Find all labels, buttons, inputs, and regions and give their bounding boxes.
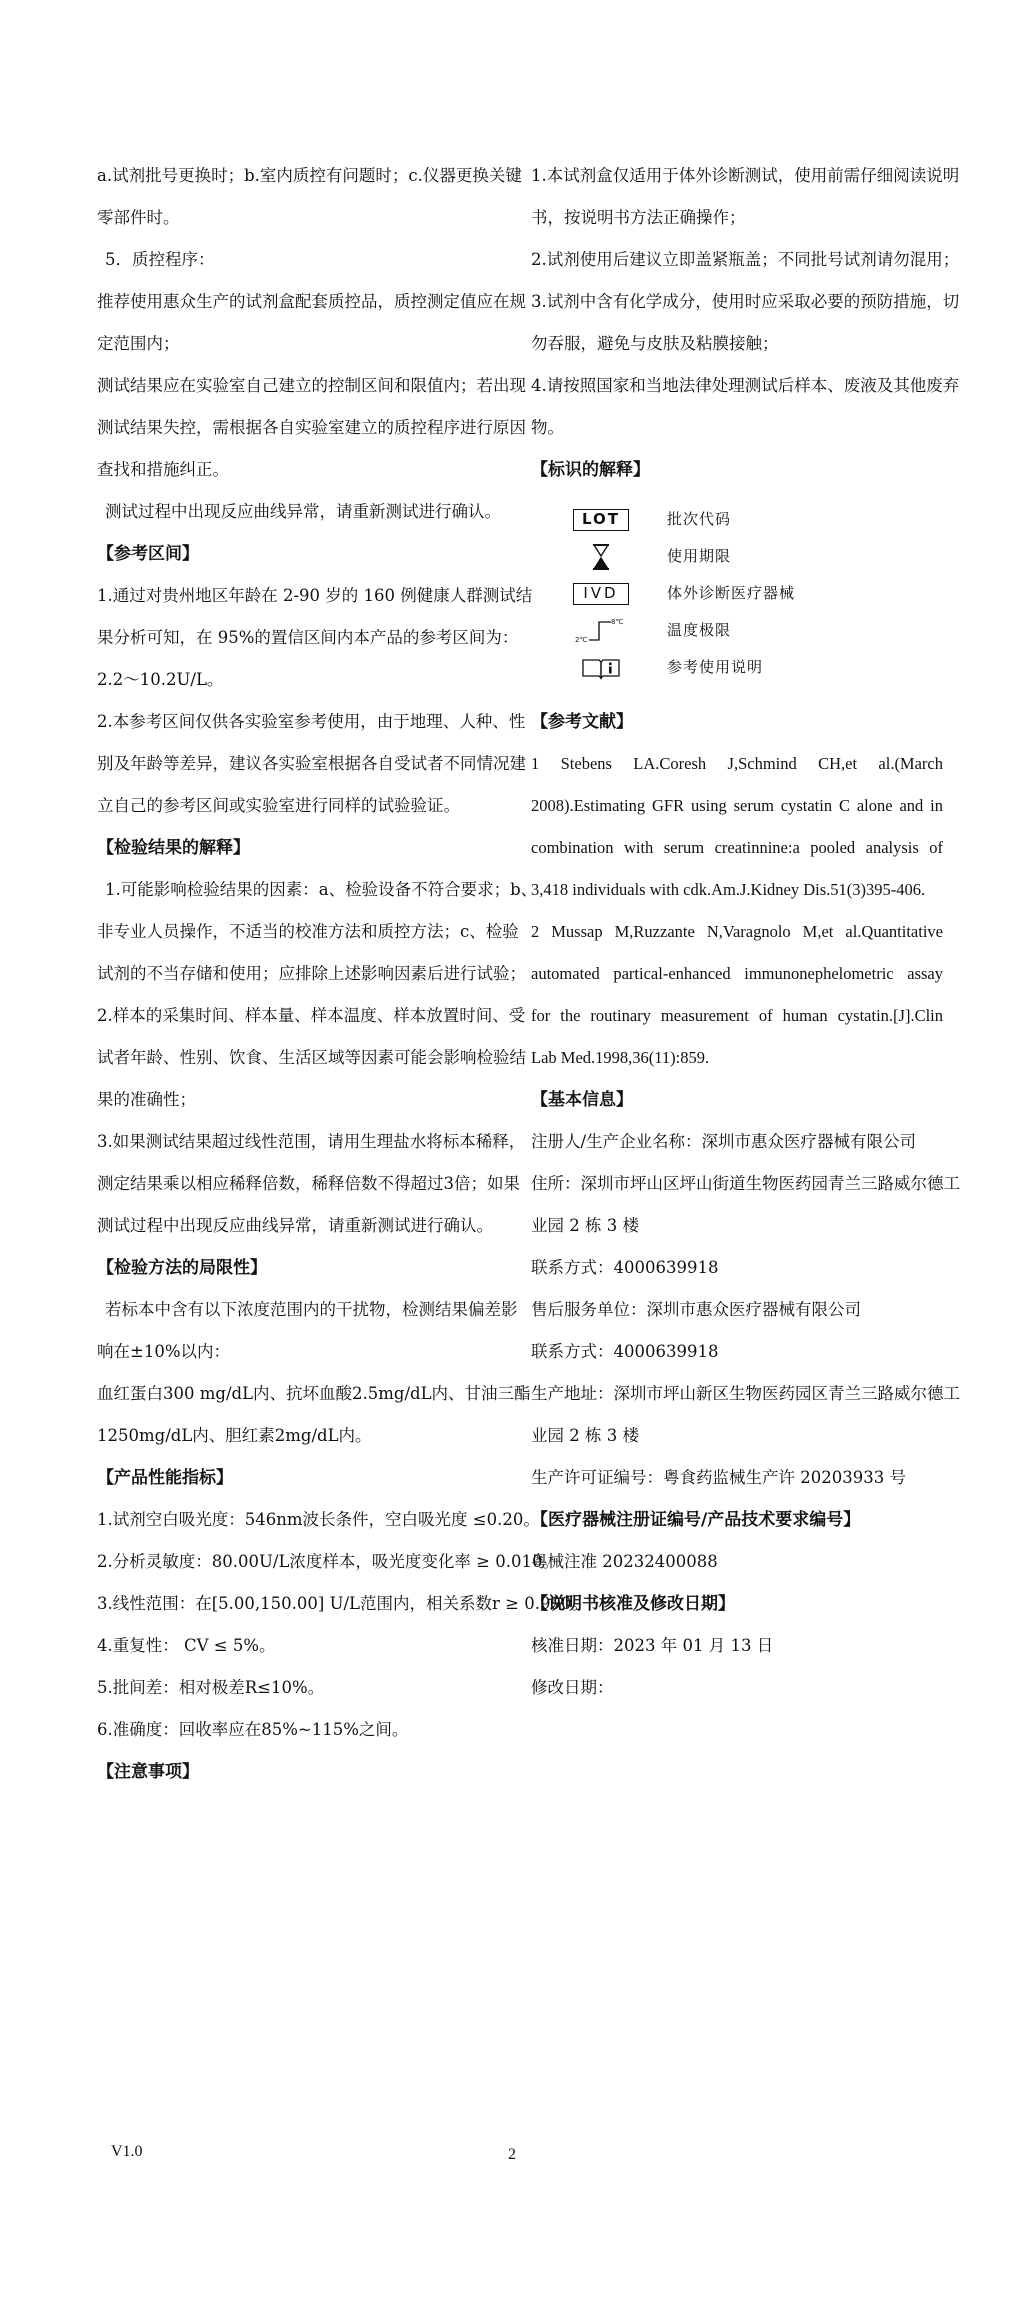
reference-range-line-2: 果分析可知，在 95%的置信区间内本产品的参考区间为： — [97, 628, 519, 647]
performance-line-2: 2.分析灵敏度：80.00U/L浓度样本，吸光度变化率 ≥ 0.010。 — [97, 1552, 559, 1571]
section-heading-symbols: 【标识的解释】 — [531, 460, 650, 480]
precaution-line-3: 2.试剂使用后建议立即盖紧瓶盖；不同批号试剂请勿混用； — [531, 250, 960, 269]
basic-info-address-line-1: 住所：深圳市坪山区坪山街道生物医药园青兰三路威尔德工 — [531, 1174, 960, 1193]
symbol-row-instructions — [571, 649, 943, 686]
precaution-line-1: 1.本试剂盒仅适用于体外诊断测试，使用前需仔细阅读说明 — [531, 166, 960, 185]
reference-list — [531, 743, 943, 1079]
reference-1-line-4: 3,418 individuals with cdk.Am.J.Kidney Dis.51(3)395-406. — [531, 880, 926, 899]
symbol-row-expiry — [571, 538, 943, 575]
symbol-label-temperature: 温度极限 — [667, 621, 732, 639]
section-heading-reference-range: 【参考区间】 — [97, 544, 199, 564]
right-column — [531, 155, 960, 1709]
thermometer-icon — [571, 618, 631, 644]
precaution-line-5: 勿吞服，避免与皮肤及粘膜接触； — [531, 334, 779, 353]
symbol-label-lot: 批次代码 — [667, 510, 732, 528]
section-heading-registration: 【医疗器械注册证编号/产品技术要求编号】 — [531, 1510, 861, 1530]
lot-icon: LOT — [571, 507, 631, 533]
interpretation-line-7: 3.如果测试结果超过线性范围，请用生理盐水将标本稀释， — [97, 1132, 526, 1151]
symbol-legend — [571, 501, 943, 691]
performance-line-4: 4.重复性： CV ≤ 5%。 — [97, 1636, 276, 1655]
page-number: 2 — [508, 2146, 516, 2163]
qc-trigger-line-1: a.试剂批号更换时；b.室内质控有问题时；c.仪器更换关键 — [97, 166, 522, 185]
interpretation-line-2: 非专业人员操作，不适当的校准方法和质控方法；c、检验 — [97, 922, 519, 941]
symbol-label-expiry: 使用期限 — [667, 547, 732, 565]
section-heading-approval-dates: 【说明书核准及修改日期】 — [531, 1594, 735, 1614]
symbol-row-lot — [571, 501, 943, 538]
precaution-line-4: 3.试剂中含有化学成分，使用时应采取必要的预防措施，切 — [531, 292, 960, 311]
section-heading-precautions: 【注意事项】 — [97, 1762, 199, 1782]
symbol-row-ivd — [571, 575, 943, 612]
basic-info-license-number: 生产许可证编号：粤食药监械生产许 20203933 号 — [531, 1468, 906, 1487]
limitation-line-1: 若标本中含有以下浓度范围内的干扰物，检测结果偏差影 — [105, 1300, 518, 1319]
interpretation-line-4: 2.样本的采集时间、样本量、样本温度、样本放置时间、受 — [97, 1006, 526, 1025]
symbol-label-ivd: 体外诊断医疗器械 — [667, 584, 796, 602]
reference-2-line-4: Lab Med.1998,36(11):859. — [531, 1048, 710, 1067]
section-heading-result-interpretation: 【检验结果的解释】 — [97, 838, 250, 858]
section-heading-references: 【参考文献】 — [531, 712, 633, 732]
performance-line-1: 1.试剂空白吸光度：546nm波长条件，空白吸光度 ≤0.20。 — [97, 1510, 540, 1529]
precaution-line-6: 4.请按照国家和当地法律处理测试后样本、废液及其他废弃 — [531, 376, 960, 395]
svg-text:8℃: 8℃ — [611, 617, 624, 626]
reference-range-line-6: 立自己的参考区间或实验室进行同样的试验验证。 — [97, 796, 460, 815]
book-icon — [571, 655, 631, 681]
basic-info-production-address-line-1: 生产地址：深圳市坪山新区生物医药园区青兰三路威尔德工 — [531, 1384, 960, 1403]
registration-number: 粤械注准 20232400088 — [531, 1552, 718, 1571]
reference-1-line-3: combination with serum creatinnine:a pooled analysis of — [531, 838, 943, 857]
reference-range-line-1: 1.通过对贵州地区年龄在 2-90 岁的 160 例健康人群测试结 — [97, 586, 533, 605]
interpretation-line-3: 试剂的不当存储和使用；应排除上述影响因素后进行试验； — [97, 964, 526, 983]
reference-2-line-3: for the routinary measurement of human cystatin.[J].Clin — [531, 1006, 943, 1025]
interpretation-line-9: 测试过程中出现反应曲线异常，请重新测试进行确认。 — [97, 1216, 493, 1235]
svg-text:2℃: 2℃ — [575, 635, 588, 644]
basic-info-production-address-line-2: 业园 2 栋 3 楼 — [531, 1426, 639, 1445]
section-heading-performance: 【产品性能指标】 — [97, 1468, 233, 1488]
limitation-line-2: 响在±10%以内： — [97, 1342, 230, 1361]
interpretation-line-1: 1.可能影响检验结果的因素：a、检验设备不符合要求；b、 — [105, 880, 538, 899]
section-heading-method-limitations: 【检验方法的局限性】 — [97, 1258, 267, 1278]
qc-procedure-line-5: 查找和措施纠正。 — [97, 460, 229, 479]
interpretation-line-5: 试者年龄、性别、饮食、生活区域等因素可能会影响检验结 — [97, 1048, 526, 1067]
interpretation-line-8: 测定结果乘以相应稀释倍数，稀释倍数不得超过3倍；如果 — [97, 1174, 520, 1193]
qc-procedure-line-1: 推荐使用惠众生产的试剂盒配套质控品，质控测定值应在规 — [97, 292, 526, 311]
reference-range-line-3: 2.2～10.2U/L。 — [97, 670, 224, 689]
interpretation-line-6: 果的准确性； — [97, 1090, 196, 1109]
ivd-icon: IVD — [571, 581, 631, 607]
symbol-row-temperature — [571, 612, 943, 649]
version-label: V1.0 — [111, 2143, 143, 2160]
basic-info-service-unit: 售后服务单位：深圳市惠众医疗器械有限公司 — [531, 1300, 861, 1319]
qc-procedure-line-3: 测试结果应在实验室自己建立的控制区间和限值内；若出现 — [97, 376, 526, 395]
qc-procedure-line-2: 定范围内； — [97, 334, 180, 353]
qc-procedure-line-6: 测试过程中出现反应曲线异常，请重新测试进行确认。 — [105, 502, 501, 521]
qc-procedure-line-4: 测试结果失控，需根据各自实验室建立的质控程序进行原因 — [97, 418, 526, 437]
reference-2-line-2: automated partical-enhanced immunonephelometric assay — [531, 964, 943, 983]
basic-info-contact-1: 联系方式：4000639918 — [531, 1258, 719, 1277]
basic-info-manufacturer: 注册人/生产企业名称：深圳市惠众医疗器械有限公司 — [531, 1132, 917, 1151]
precaution-line-2: 书，按说明书方法正确操作； — [531, 208, 746, 227]
reference-1-line-2: 2008).Estimating GFR using serum cystatin C alone and in — [531, 796, 943, 815]
qc-procedure-title: 5．质控程序： — [105, 250, 215, 269]
basic-info-address-line-2: 业园 2 栋 3 楼 — [531, 1216, 639, 1235]
modification-date: 修改日期： — [531, 1678, 614, 1697]
reference-2-line-1: 2 Mussap M,Ruzzante N,Varagnolo M,et al.Quantitative — [531, 922, 943, 941]
approval-date: 核准日期：2023 年 01 月 13 日 — [531, 1636, 774, 1655]
reference-1-line-1: 1 Stebens LA.Coresh J,Schmind CH,et al.(March — [531, 754, 943, 773]
reference-range-line-4: 2.本参考区间仅供各实验室参考使用，由于地理、人种、性 — [97, 712, 526, 731]
limitation-line-4: 1250mg/dL内、胆红素2mg/dL内。 — [97, 1426, 372, 1445]
hourglass-icon — [571, 544, 631, 570]
symbol-label-instructions: 参考使用说明 — [667, 658, 764, 676]
performance-line-3: 3.线性范围：在[5.00,150.00] U/L范围内，相关系数r ≥ 0.990。 — [97, 1594, 588, 1613]
limitation-line-3: 血红蛋白300 mg/dL内、抗坏血酸2.5mg/dL内、甘油三酯 — [97, 1384, 531, 1403]
performance-line-5: 5.批间差：相对极差R≤10%。 — [97, 1678, 325, 1697]
qc-trigger-line-2: 零部件时。 — [97, 208, 180, 227]
performance-line-6: 6.准确度：回收率应在85%~115%之间。 — [97, 1720, 409, 1739]
section-heading-basic-info: 【基本信息】 — [531, 1090, 633, 1110]
basic-info-contact-2: 联系方式：4000639918 — [531, 1342, 719, 1361]
precaution-line-7: 物。 — [531, 418, 564, 437]
reference-range-line-5: 别及年龄等差异，建议各实验室根据各自受试者不同情况建 — [97, 754, 526, 773]
